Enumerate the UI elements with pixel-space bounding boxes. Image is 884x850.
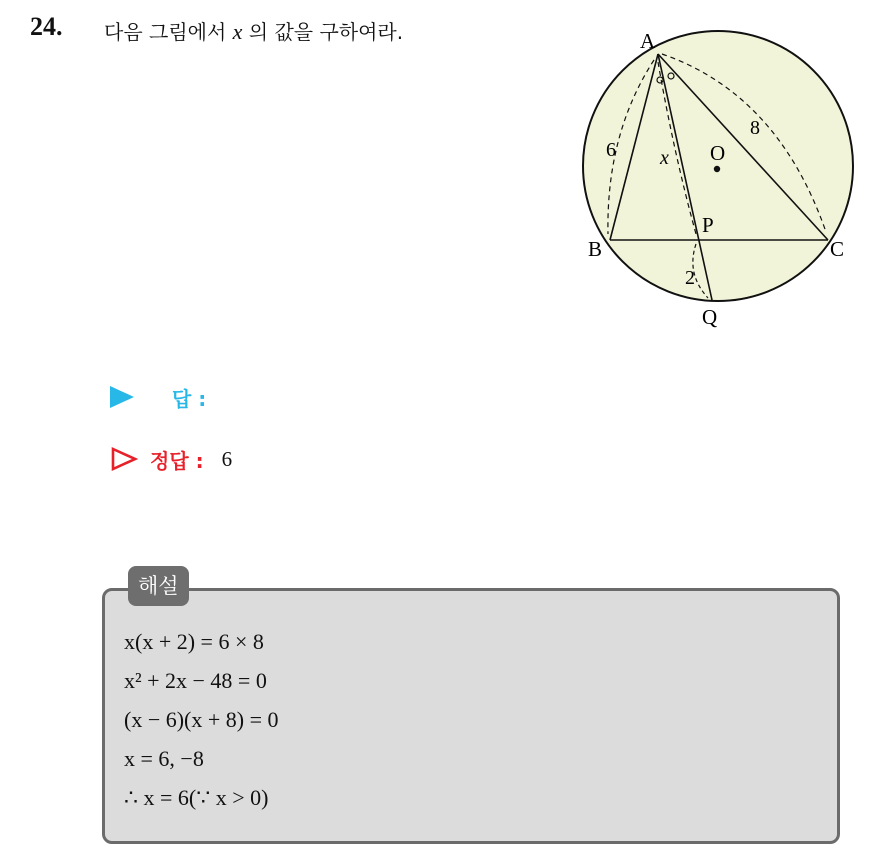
label-ap-length: x: [660, 147, 669, 169]
answer-row: [110, 382, 206, 412]
play-icon: [110, 386, 134, 408]
correct-answer-value: 6: [221, 446, 233, 471]
label-ab-length: 6: [606, 139, 616, 161]
label-p: P: [702, 213, 714, 237]
question-text-before: 다음 그림에서: [104, 20, 227, 44]
label-ac-length: 8: [750, 117, 760, 139]
label-c: C: [830, 237, 845, 261]
label-b: B: [588, 237, 603, 261]
outline-play-icon: [110, 446, 138, 472]
solution-line: ∴ x = 6(∵ x > 0): [124, 785, 269, 810]
solution-line: x = 6, −8: [124, 746, 204, 771]
label-a: A: [640, 29, 656, 53]
question-text-after: 의 값을 구하여라.: [248, 20, 404, 44]
correct-answer-label: 정답 :: [150, 448, 204, 473]
question-text: [104, 16, 403, 45]
answer-label: 답 :: [172, 386, 207, 411]
solution-line: x² + 2x − 48 = 0: [124, 668, 267, 693]
correct-answer-row: [110, 444, 232, 474]
label-pq-length: 2: [685, 267, 695, 289]
question-number: 24.: [30, 12, 63, 41]
solution-line: x(x + 2) = 6 × 8: [124, 629, 264, 654]
solution-line: (x − 6)(x + 8) = 0: [124, 707, 279, 732]
solution-lines: [124, 622, 279, 817]
center-dot: [714, 166, 720, 172]
geometry-figure: [578, 24, 854, 330]
label-q: Q: [702, 305, 718, 329]
question-variable: x: [232, 19, 243, 44]
solution-tab: 해설: [128, 566, 189, 606]
label-o: O: [710, 141, 726, 165]
